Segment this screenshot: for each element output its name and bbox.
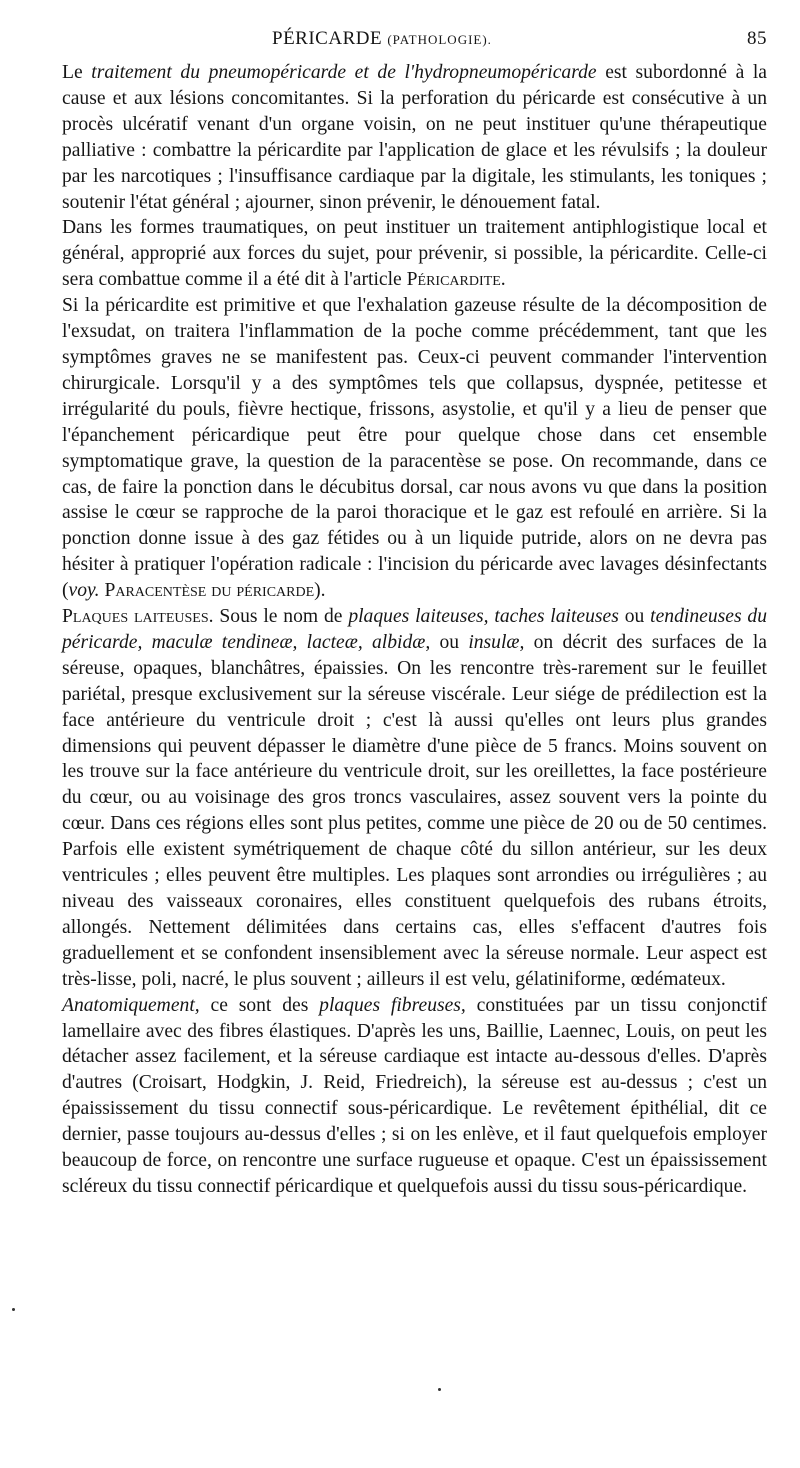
p4-text-h: on décrit des surfaces de la séreuse, opaques, blanchâtres, épaissies. On les rencontre très-rarement sur le feuillet pariétal, presque exclusivement sur la séreuse viscérale. Leur siége de prédilection est la face antérieure du ventricule droit ; c'est là aussi qu'elles ont leurs plus grandes dimensions qui peuvent dépasser le diamètre d'une pièce de 5 francs. Moins souvent on les trouve sur la face antérieure du ventricule droit, sur les oreillettes, la face postérieure du cœur, ou au voisinage des gros troncs vasculaires, assez souvent vers la pointe du cœur. Dans ces régions elles sont plus petites, comme une pièce de 20 ou de 50 centimes. Parfois elle existent symétriquement de chaque côté du sillon antérieur, sur les deux ventricules ; elles peuvent être multiples. Les plaques sont arrondies ou irrégulières ; au niveau des vaisseaux coronaires, elles constituent quelquefois des rubans étroits, allongés. Nettement délimitées dans certains cas, elles s'effacent d'autres fois graduellement et se confondent insensiblement avec la séreuse normale. Leur aspect est très-lisse, poli, nacré, le plus souvent ; ailleurs il est velu, gélatiniforme, œdémateux.	[62, 631, 768, 990]
p3-text-a: Si la péricardite est primitive et que l'exhalation gazeuse résulte de la décomposition de l'exsudat, on traitera l'inflammation de la poche comme précédemment, tant que les symptômes graves ne se manifestent pas. Ceux-ci peuvent commander l'intervention chirurgicale. Lorsqu'il y a des symptômes tels que collapsus, dyspnée, petitesse et irrégularité du pouls, fièvre hectique, frissons, asystolie, et qu'il y a lieu de penser que l'épanchement péricardique peut être pour quelque chose dans cet ensemble symptomatique grave, la question de la paracentèse se pose. On recommande, dans ce cas, de faire la ponction dans le décubitus dorsal, car nous avons vu que dans la position assise le cœur se rapproche de la paroi thoracique et le gaz est refoulé en arrière. Si la ponction donne issue à des gaz fétides ou à un liquide putride, alors on ne devra pas hésiter à pratiquer l'opération radicale : l'incision du péricarde avec lavages désinfectants (	[62, 295, 767, 602]
p4-heading: Plaques laiteuses.	[62, 606, 214, 628]
p3-crossref-paracentese: Paracentèse du péricarde	[104, 580, 315, 602]
print-speck	[12, 1308, 15, 1311]
print-speck	[438, 1388, 441, 1391]
p1-italic-topic: traitement du pneumopéricarde et de l'hydropneumopéricarde	[91, 62, 597, 83]
body-text	[62, 60, 767, 1200]
p4-text-f: ou	[430, 631, 469, 653]
p5-italic-a: Anatomiquement,	[62, 994, 200, 1016]
header-title-text: PÉRICARDE	[272, 28, 383, 49]
p5-italic-c: plaques fibreuses,	[319, 994, 466, 1016]
paragraph-plaques-laiteuses	[62, 604, 767, 993]
p2-text-a: Dans les formes traumatiques, on peut instituer un traitement antiphlogistique local et général, approprié aux forces du sujet, pour prévenir, si possible, la péricardite. Celle-ci sera combattue comme il a été dit à l'article	[62, 217, 767, 291]
p4-text-d: ou	[618, 606, 651, 628]
header-title	[272, 28, 492, 50]
p4-italic-e: tendineuses du péricarde, maculæ tendineæ, lacteæ, albidæ,	[62, 606, 768, 653]
paragraph-treatment	[62, 60, 767, 215]
p4-italic-g: insulæ,	[468, 631, 525, 653]
header-subtitle: (PATHOLOGIE).	[387, 32, 492, 47]
p5-text-d: constituées par un tissu conjonctif lamellaire avec des fibres élastiques. D'après les uns, Baillie, Laennec, Louis, on peut les détacher assez facilement, et la séreuse cardiaque est intacte au-dessous d'elles. D'après d'autres (Croisart, Hodgkin, J. Reid, Friedreich), la séreuse est au-dessus ; c'est un épaississement du tissu connectif sous-péricardique. Le revêtement épithélial, dit ce dernier, passe toujours au-dessus d'elles ; si on les enlève, et il faut quelquefois employer beaucoup de force, on rencontre une surface rugueuse et opaque. C'est un épaississement scléreux du tissu connectif péricardique et quelquefois aussi du tissu sous-péricardique.	[62, 994, 767, 1197]
paragraph-traumatic	[62, 215, 767, 293]
document-page	[62, 28, 767, 1200]
p1-text-a: Le	[62, 62, 92, 83]
paragraph-anatomy	[62, 993, 767, 1200]
running-header	[62, 28, 767, 54]
page-number: 85	[747, 28, 767, 49]
p4-text-b: Sous le nom de	[213, 606, 349, 628]
p4-italic-c: plaques laiteuses, taches laiteuses	[348, 606, 619, 628]
paragraph-primitive	[62, 293, 767, 604]
p2-crossref-pericardite: Péricardite.	[406, 269, 506, 291]
p1-text-c: est subordonné à la cause et aux lésions concomitantes. Si la perforation du péricarde est consécutive à un procès ulcératif venant d'un organe voisin, on ne peut instituer qu'une thérapeutique palliative : combattre la péricardite par l'application de glace et les révulsifs ; la douleur par les narcotiques ; l'insuffisance cardiaque par la digitale, les stimulants, les toniques ; soutenir l'état général ; ajourner, sinon prévenir, le dénouement fatal.	[62, 62, 767, 213]
p5-text-b: ce sont des	[199, 994, 320, 1016]
p3-italic-voy: voy.	[68, 580, 100, 602]
p3-text-e: ).	[314, 580, 326, 602]
